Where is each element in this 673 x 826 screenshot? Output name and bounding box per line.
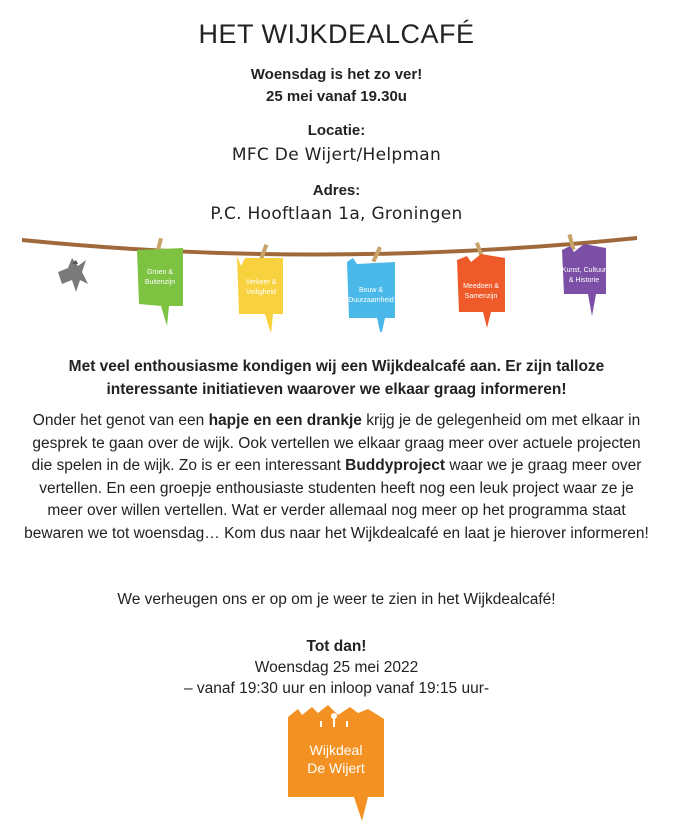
- body-paragraph: [20, 410, 653, 545]
- body-bold-1: hapje en een drankje: [208, 412, 362, 429]
- flag-bouw-line2: Duurzaamheid: [348, 297, 394, 304]
- theme-banner: [22, 232, 637, 332]
- flag-verkeer-veiligheid: [237, 244, 283, 332]
- flag-kunst-line2: & Historie: [568, 277, 600, 284]
- body-text-3: waar we je graag meer over vertellen. En een groepje enthousiaste studenten heeft nog een leuk project waar ze je meer over willen vertellen. Wat er verder allemaal nog meer op het programma staat bewaren we tot woensdag… Kom dus naar het Wijkdealcafé en laat je hierover informeren!: [24, 457, 649, 542]
- logo-line-2: De Wijert: [307, 760, 365, 776]
- flag-groen-line1: Groen &: [146, 269, 174, 276]
- body-bold-2: Buddyproject: [345, 457, 446, 474]
- flag-kunst-line1: Kunst, Cultuur: [561, 267, 607, 274]
- body-text-2: krijg je de gelegenheid om met elkaar in gesprek te gaan over de wijk. Ook vertellen we elkaar graag meer over actuele projecten die spelen in de wijk. Zo is er een interessant: [31, 412, 641, 474]
- signoff-block: [0, 636, 673, 699]
- address-value: P.C. Hooftlaan 1a, Groningen: [210, 204, 463, 224]
- banner-rope: [22, 238, 637, 255]
- body-text-1: Onder het genot van een: [32, 412, 209, 429]
- flag-verkeer-line2: Veiligheid: [246, 289, 276, 296]
- signoff-time: – vanaf 19:30 uur en inloop vanaf 19:15 uur-: [183, 680, 490, 697]
- flag-bouw-line1: Bouw &: [358, 287, 384, 294]
- logo-line-1: Wijkdeal: [309, 742, 363, 758]
- location-value: MFC De Wijert/Helpman: [231, 145, 442, 165]
- location-label: Locatie:: [307, 122, 366, 139]
- announcement-line-1: Woensdag is het zo ver!: [250, 66, 423, 83]
- wijkdeal-logo: [288, 705, 384, 821]
- announcement-line-2: 25 mei vanaf 19.30u: [266, 88, 407, 105]
- flag-groen-line2: Buitenzijn: [144, 279, 176, 286]
- flag-meedoen-line1: Meedoen &: [463, 283, 499, 290]
- closing-text: We verheugen ons er op om je weer te zien in het Wijkdealcafé!: [117, 591, 556, 608]
- signoff-title: Tot dan!: [306, 638, 367, 655]
- flag-bouw-duurzaamheid: [347, 246, 395, 332]
- flag-verkeer-line1: Verkeer &: [245, 279, 277, 286]
- flag-groen-buitenzijn: [137, 238, 183, 326]
- intro-text: Met veel enthousiasme kondigen wij een Wijkdealcafé aan. Er zijn talloze interessante initiatieven waarover we elkaar graag informeren!: [68, 358, 605, 398]
- page-title: HET WIJKDEALCAFÉ: [198, 19, 475, 49]
- flag-meedoen-line2: Samenzijn: [464, 293, 498, 300]
- address-label: Adres:: [312, 182, 361, 199]
- eagle-icon: [58, 258, 88, 292]
- signoff-date: Woensdag 25 mei 2022: [254, 659, 419, 676]
- flag-meedoen-samenzijn: [457, 242, 505, 328]
